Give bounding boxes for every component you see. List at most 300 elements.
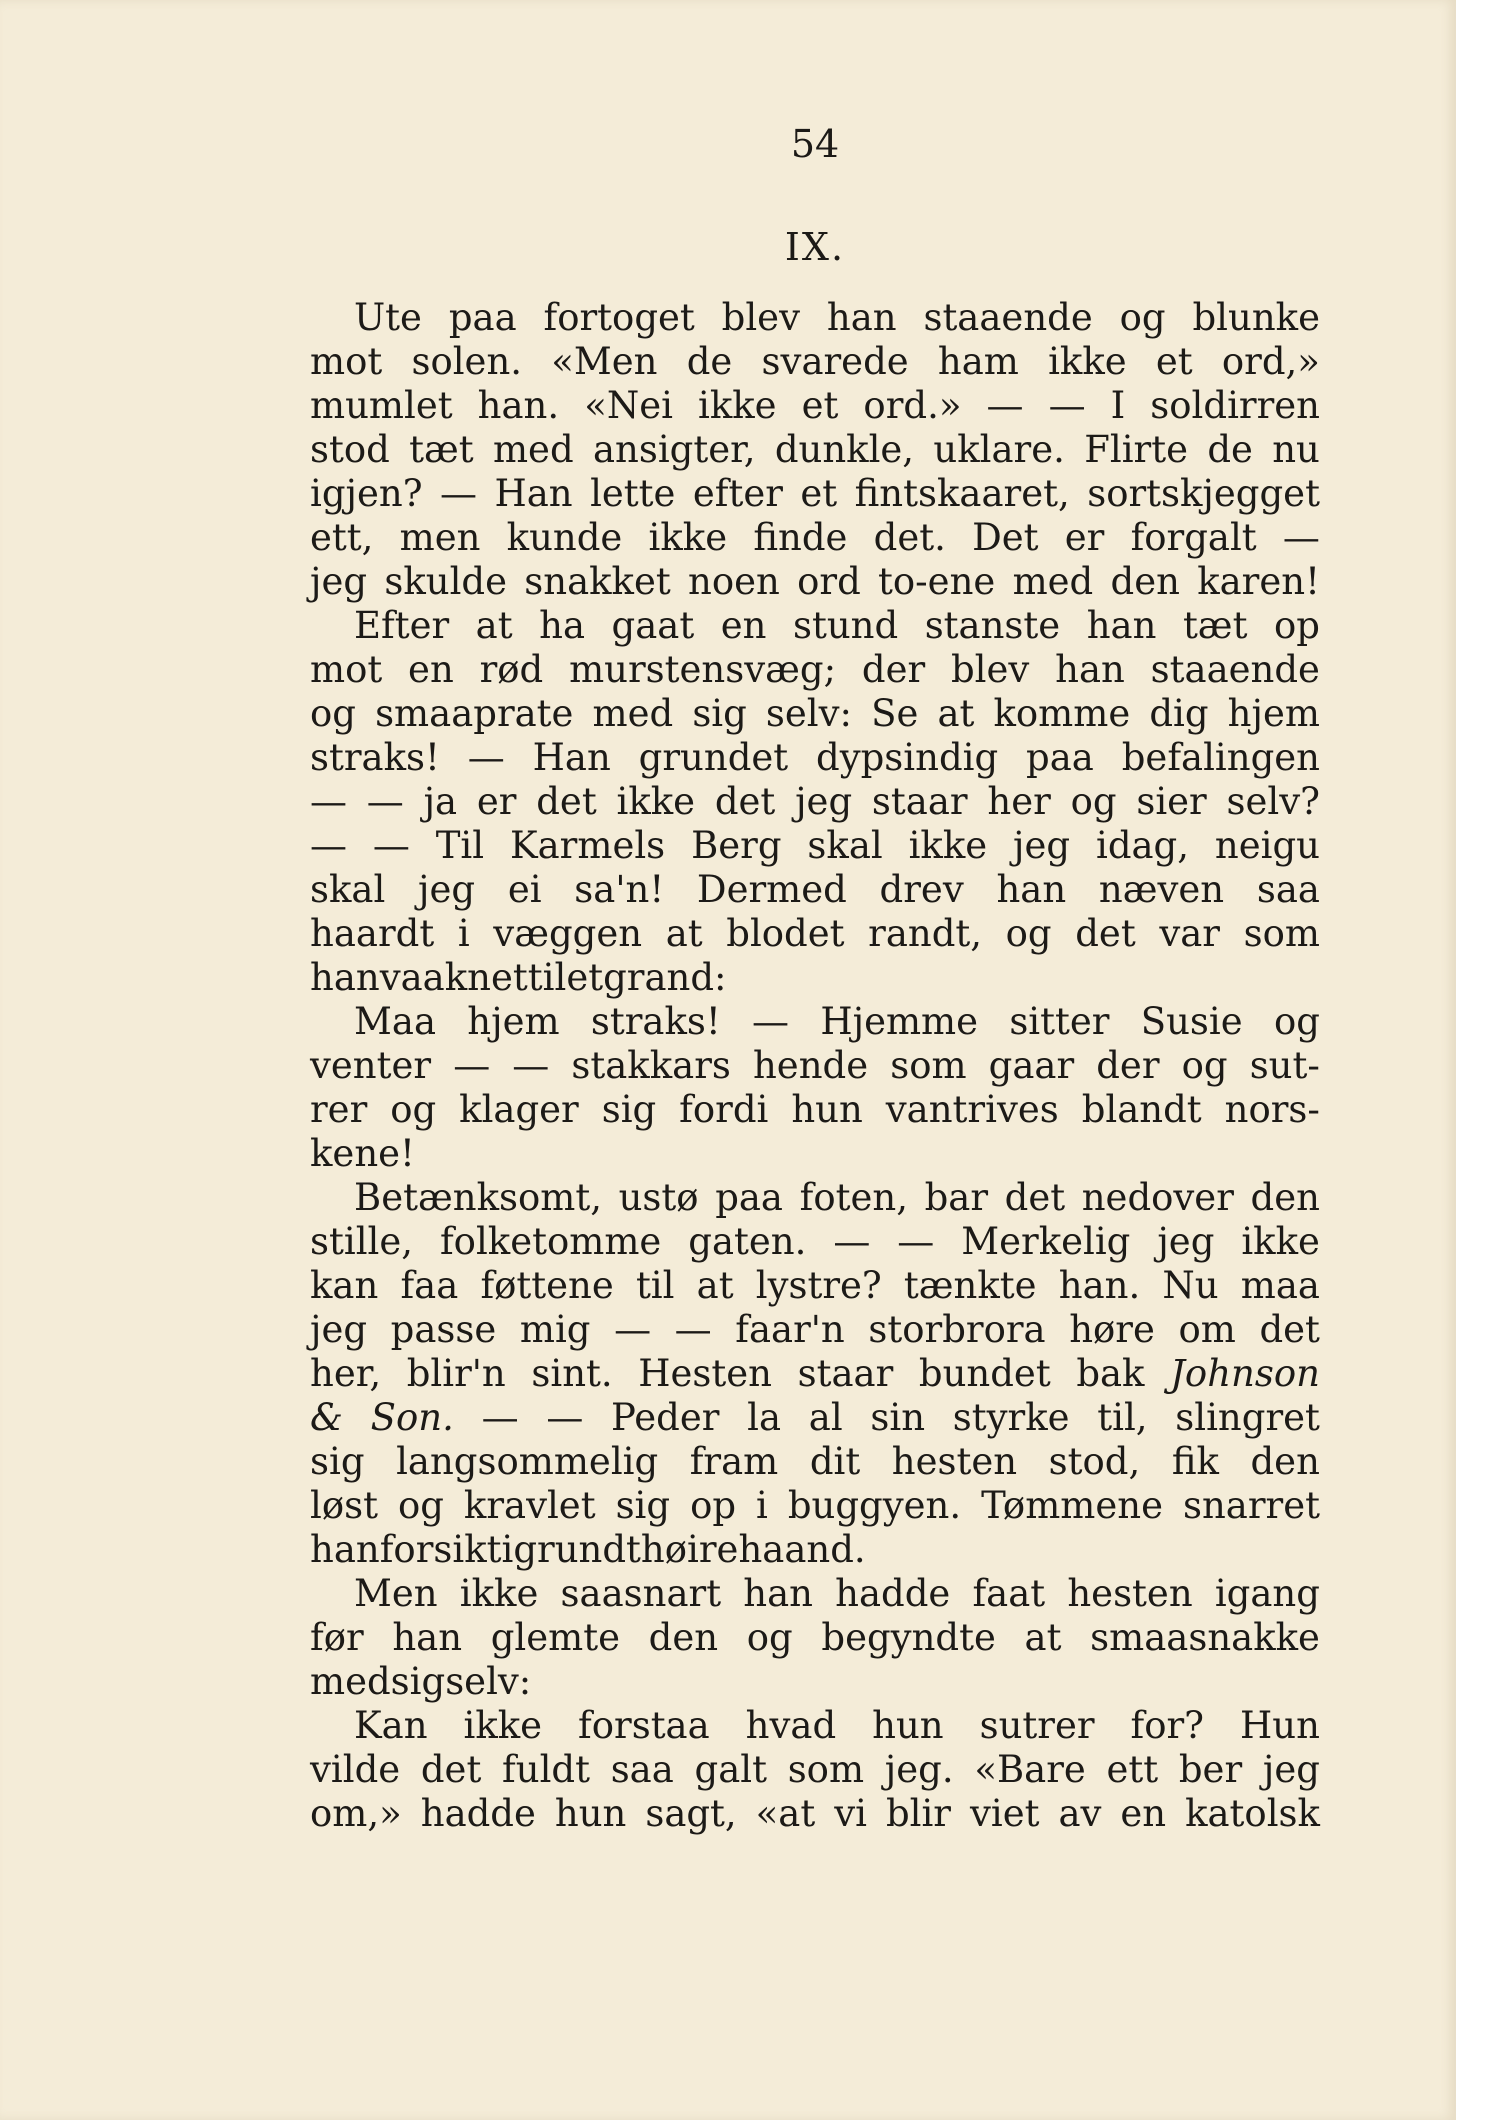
word: er [1064, 516, 1105, 559]
word: høre [1069, 1308, 1155, 1351]
word: at [696, 1264, 734, 1307]
word: Betænksomt, [354, 1176, 602, 1219]
text-line [310, 1132, 1320, 1176]
word: kunde [506, 516, 623, 559]
word: stod, [1048, 1440, 1141, 1483]
word: lette [590, 472, 676, 515]
word: de [1207, 428, 1253, 471]
word: sig [390, 1660, 446, 1703]
word: maa [1240, 1264, 1320, 1307]
word: den [1250, 1176, 1320, 1219]
word: blir'n [406, 1352, 506, 1395]
word: randt, [868, 912, 983, 955]
word: selv: [765, 692, 853, 735]
word: jeg [1157, 1220, 1215, 1263]
word: solen. [411, 340, 523, 383]
word: stakkars [571, 1044, 731, 1087]
word: Maa [354, 1000, 437, 1043]
word: mot [310, 340, 383, 383]
word: næven [1098, 868, 1225, 911]
word: skulde [384, 560, 507, 603]
word: der [861, 648, 926, 691]
word: — [897, 1220, 935, 1263]
word: det [420, 1748, 482, 1791]
text-line [310, 1308, 1320, 1352]
word: sa'n! [574, 868, 665, 911]
word: det [536, 780, 597, 823]
word: og [310, 692, 356, 735]
word: Susie [1140, 1000, 1243, 1043]
word: med [1012, 560, 1094, 603]
body-text [310, 296, 1320, 1836]
word: katolsk [1185, 1792, 1320, 1835]
word: «Bare [974, 1748, 1086, 1791]
word: vaaknet [379, 956, 528, 999]
word: ikke [616, 780, 696, 823]
word: finde [753, 516, 848, 559]
word: ikke [697, 384, 777, 427]
word: — [1048, 384, 1086, 427]
word: Berg [691, 824, 782, 867]
word: var [1159, 912, 1220, 955]
word: sagt, [645, 1792, 737, 1835]
word: — [310, 824, 347, 867]
word: grand: [603, 956, 727, 999]
text-line [310, 736, 1320, 780]
text-line [310, 1792, 1320, 1836]
word: straks! [310, 736, 440, 779]
word: storbrora [868, 1308, 1046, 1351]
word: forgalt [1130, 516, 1257, 559]
word: paa [715, 1176, 783, 1219]
word: med [492, 428, 574, 471]
word: & [310, 1396, 343, 1439]
page-number: 54 [790, 122, 840, 166]
word: blandt [1081, 1088, 1202, 1131]
text-line [310, 604, 1320, 648]
text-line [310, 1000, 1320, 1044]
text-line [310, 296, 1320, 340]
word: Se [871, 692, 919, 735]
word: til [527, 956, 567, 999]
word: saa [610, 1748, 674, 1791]
word: nedover [1081, 1176, 1234, 1219]
word: fintskaaret, [854, 472, 1070, 515]
word: hun [872, 1704, 944, 1747]
word: sier [1136, 780, 1207, 823]
word: her, [310, 1352, 382, 1395]
word: sut- [1249, 1044, 1320, 1087]
word: og [1181, 1044, 1228, 1087]
word: staaende [923, 296, 1093, 339]
word: befalingen [1121, 736, 1320, 779]
word: vantrives [885, 1088, 1059, 1131]
word: væggen [493, 912, 643, 955]
word: han [996, 868, 1067, 911]
text-line [310, 1748, 1320, 1792]
text-line [310, 1528, 1320, 1572]
word: dunkle, [774, 428, 915, 471]
word: drev [879, 868, 964, 911]
word: snarret [1182, 1484, 1320, 1527]
word: mumlet [310, 384, 453, 427]
word: fram [689, 1440, 779, 1483]
word: som [890, 1044, 967, 1087]
word: er [476, 780, 517, 823]
word: ett [1106, 1748, 1159, 1791]
word: bak [1076, 1352, 1145, 1395]
word: at [665, 912, 703, 955]
word: hende [752, 1044, 869, 1087]
word: det [1004, 1176, 1066, 1219]
word: blev [721, 296, 800, 339]
text-line [310, 912, 1320, 956]
word: murstensvæg; [569, 648, 837, 691]
word: Tømmene [981, 1484, 1163, 1527]
word: — [453, 1044, 491, 1087]
word: jeg [310, 560, 368, 603]
word: Karmels [509, 824, 666, 867]
word: bar [924, 1176, 989, 1219]
word: noen [688, 560, 780, 603]
word: staar [871, 780, 968, 823]
word: straks! [590, 1000, 721, 1043]
text-line [310, 1176, 1320, 1220]
word: vi [834, 1792, 867, 1835]
word: hadde [835, 1572, 951, 1615]
word: forstaa [578, 1704, 710, 1747]
word: — [752, 1000, 790, 1043]
word: nu [1272, 428, 1320, 471]
word: blev [950, 648, 1030, 691]
word: jeg [418, 868, 476, 911]
word: selv: [445, 1660, 532, 1703]
word: han [310, 956, 380, 999]
word: uklare. [933, 428, 1065, 471]
word: snakket [524, 560, 671, 603]
word: idag, [1095, 824, 1190, 867]
word: Han [532, 736, 611, 779]
word: dig [1149, 692, 1209, 735]
word: ja [423, 780, 458, 823]
word: Dermed [696, 868, 847, 911]
word: — [986, 384, 1024, 427]
word: i [457, 912, 470, 955]
word: en [408, 648, 454, 691]
word: hun [791, 1088, 863, 1131]
word: klager [459, 1088, 579, 1131]
text-line [310, 516, 1320, 560]
word: sint. [531, 1352, 613, 1395]
word: og [1070, 780, 1117, 823]
word: jeg [310, 1308, 368, 1351]
word: paa [1026, 736, 1094, 779]
word: han [826, 296, 897, 339]
word: og [397, 1484, 444, 1527]
word: til, [1097, 1396, 1148, 1439]
word: ansigter, [592, 428, 756, 471]
text-line [310, 1220, 1320, 1264]
word: hjem [1227, 692, 1320, 735]
word: Johnson [1170, 1352, 1320, 1395]
word: og [390, 1088, 437, 1131]
text-line [310, 1264, 1320, 1308]
word: Det [972, 516, 1039, 559]
text-line [310, 384, 1320, 428]
word: et [800, 472, 838, 515]
word: — [310, 780, 347, 823]
word: Efter [354, 604, 450, 647]
word: jeg [1013, 824, 1071, 867]
word: men [399, 516, 481, 559]
word: det [714, 780, 776, 823]
word: «at [755, 1792, 816, 1835]
word: hadde [420, 1792, 536, 1835]
word: den [1250, 1440, 1320, 1483]
text-line [310, 1616, 1320, 1660]
word: og [1119, 296, 1166, 339]
word: dypsindig [816, 736, 999, 779]
word: bundet [918, 1352, 1051, 1395]
word: tæt [409, 428, 474, 471]
word: I [1110, 384, 1126, 427]
word: og [746, 1616, 793, 1659]
word: at [937, 692, 975, 735]
word: begyndte [821, 1616, 996, 1659]
word: de [686, 340, 733, 383]
word: kan [310, 1264, 379, 1307]
word: han [1086, 604, 1157, 647]
word: — [1282, 516, 1320, 559]
word: en [720, 604, 767, 647]
text-line [310, 560, 1320, 604]
word: igang [1214, 1572, 1320, 1615]
text-line [310, 1704, 1320, 1748]
word: om [1178, 1308, 1236, 1351]
word: styrke [952, 1396, 1070, 1439]
word: sig [692, 692, 747, 735]
word: faar'n [735, 1308, 845, 1351]
word: efter [692, 472, 783, 515]
word: ord.» [863, 384, 962, 427]
word: Son. [370, 1396, 454, 1439]
word: et [1155, 340, 1193, 383]
word: la [747, 1396, 782, 1439]
word: gaat [611, 604, 695, 647]
word: ikke [908, 824, 988, 867]
word: paa [448, 296, 517, 339]
word: op [1273, 604, 1320, 647]
word: sitter [1009, 1000, 1110, 1043]
text-line [310, 1484, 1320, 1528]
word: haardt [310, 912, 435, 955]
word: stanste [924, 604, 1061, 647]
word: han [743, 1572, 813, 1615]
word: og [1005, 912, 1052, 955]
word: vilde [310, 1748, 401, 1791]
text-line [310, 692, 1320, 736]
word: dit [809, 1440, 861, 1483]
word: al [808, 1396, 843, 1439]
word: grundet [638, 736, 789, 779]
word: sig [601, 1088, 657, 1131]
word: galt [694, 1748, 767, 1791]
word: hvad [745, 1704, 837, 1747]
word: blodet [726, 912, 845, 955]
word: ett, [310, 516, 374, 559]
text-line [310, 1396, 1320, 1440]
word: neigu [1214, 824, 1320, 867]
word: han [392, 1616, 463, 1659]
word: av [1058, 1792, 1102, 1835]
word: — [674, 1308, 712, 1351]
word: glemte [490, 1616, 620, 1659]
word: — [467, 736, 505, 779]
word: ord [797, 560, 861, 603]
text-line [310, 956, 1320, 1000]
word: haand. [738, 1528, 866, 1571]
word: han [1055, 648, 1125, 691]
word: slingret [1175, 1396, 1320, 1439]
word: løst [310, 1484, 378, 1527]
word: Hun [1239, 1704, 1320, 1747]
word: — [372, 824, 410, 867]
word: høire [640, 1528, 739, 1571]
word: Nu [1162, 1264, 1219, 1307]
word: jeg [795, 780, 853, 823]
word: foten, [799, 1176, 908, 1219]
word: for? [1130, 1704, 1205, 1747]
word: før [310, 1616, 364, 1659]
word: at [1024, 1616, 1062, 1659]
word: Merkelig [961, 1220, 1131, 1263]
word: Han [494, 472, 573, 515]
word: han. [477, 384, 560, 427]
word: ei [507, 868, 542, 911]
word: Peder [611, 1396, 720, 1439]
word: kene! [310, 1132, 415, 1175]
word: soldirren [1150, 384, 1320, 427]
word: op [690, 1484, 737, 1527]
word: fordi [679, 1088, 769, 1131]
word: ikke [1048, 340, 1127, 383]
word: Kan [354, 1704, 428, 1747]
word: Flirte [1084, 428, 1188, 471]
word: sig [310, 1440, 365, 1483]
word: det [1075, 912, 1136, 955]
text-line [310, 1088, 1320, 1132]
word: der [1096, 1044, 1160, 1087]
text-line [310, 648, 1320, 692]
word: blunke [1192, 296, 1320, 339]
word: lystre? [755, 1264, 882, 1307]
word: — [546, 1396, 584, 1439]
word: saa [1256, 868, 1320, 911]
word: «Nei [584, 384, 673, 427]
word: en [1120, 1792, 1167, 1835]
word: her [987, 780, 1051, 823]
word: som [787, 1748, 865, 1791]
word: sutrer [979, 1704, 1095, 1747]
word: gaten. [688, 1220, 807, 1263]
text-line [310, 340, 1320, 384]
word: sin [870, 1396, 926, 1439]
word: jeg. [884, 1748, 954, 1791]
word: stod [310, 428, 390, 471]
word: det. [873, 516, 946, 559]
word: — [366, 780, 404, 823]
word: nors- [1224, 1088, 1320, 1131]
word: et [801, 384, 839, 427]
text-line [310, 1660, 1320, 1704]
word: — [614, 1308, 652, 1351]
word: staaende [1150, 648, 1320, 691]
word: rød [479, 648, 544, 691]
text-line [310, 868, 1320, 912]
word: fortoget [543, 296, 695, 339]
word: kravlet [463, 1484, 596, 1527]
word: skal [310, 868, 386, 911]
text-line [310, 428, 1320, 472]
text-line [310, 1044, 1320, 1088]
word: et [566, 956, 604, 999]
word: karen! [1197, 560, 1320, 603]
word: langsommelig [396, 1440, 659, 1483]
word: som [1243, 912, 1320, 955]
word: viet [969, 1792, 1040, 1835]
word: han. [1058, 1264, 1141, 1307]
word: hjem [467, 1000, 560, 1043]
word: fik [1171, 1440, 1219, 1483]
word: jeg [1262, 1748, 1320, 1791]
word: den [648, 1616, 719, 1659]
word: svarede [761, 340, 909, 383]
word: smaaprate [375, 692, 574, 735]
word: ikke [1241, 1220, 1320, 1263]
word: han [310, 1528, 380, 1571]
word: Hesten [638, 1352, 773, 1395]
word: staar [797, 1352, 894, 1395]
word: komme [993, 692, 1131, 735]
word: til [635, 1264, 675, 1307]
word: ustø [618, 1176, 699, 1219]
word: gaar [988, 1044, 1075, 1087]
word: i [756, 1484, 768, 1527]
word: igjen? [310, 472, 423, 515]
word: — [833, 1220, 871, 1263]
word: forsiktig [379, 1528, 538, 1571]
word: smaasnakke [1090, 1616, 1320, 1659]
word: og [1273, 1000, 1320, 1043]
word: hesten [1067, 1572, 1193, 1615]
word: stund [792, 604, 899, 647]
word: «Men [551, 340, 658, 383]
word: saasnart [560, 1572, 722, 1615]
word: buggyen. [787, 1484, 962, 1527]
word: det [1259, 1308, 1320, 1351]
word: at [475, 604, 513, 647]
word: hesten [891, 1440, 1018, 1483]
word: den [1110, 560, 1180, 603]
text-line [310, 1572, 1320, 1616]
word: passe [390, 1308, 497, 1351]
word: — [512, 1044, 550, 1087]
word: mig [519, 1308, 591, 1351]
word: blir [885, 1792, 951, 1835]
word: Til [435, 824, 485, 867]
word: ham [937, 340, 1019, 383]
word: ikke [459, 1572, 539, 1615]
